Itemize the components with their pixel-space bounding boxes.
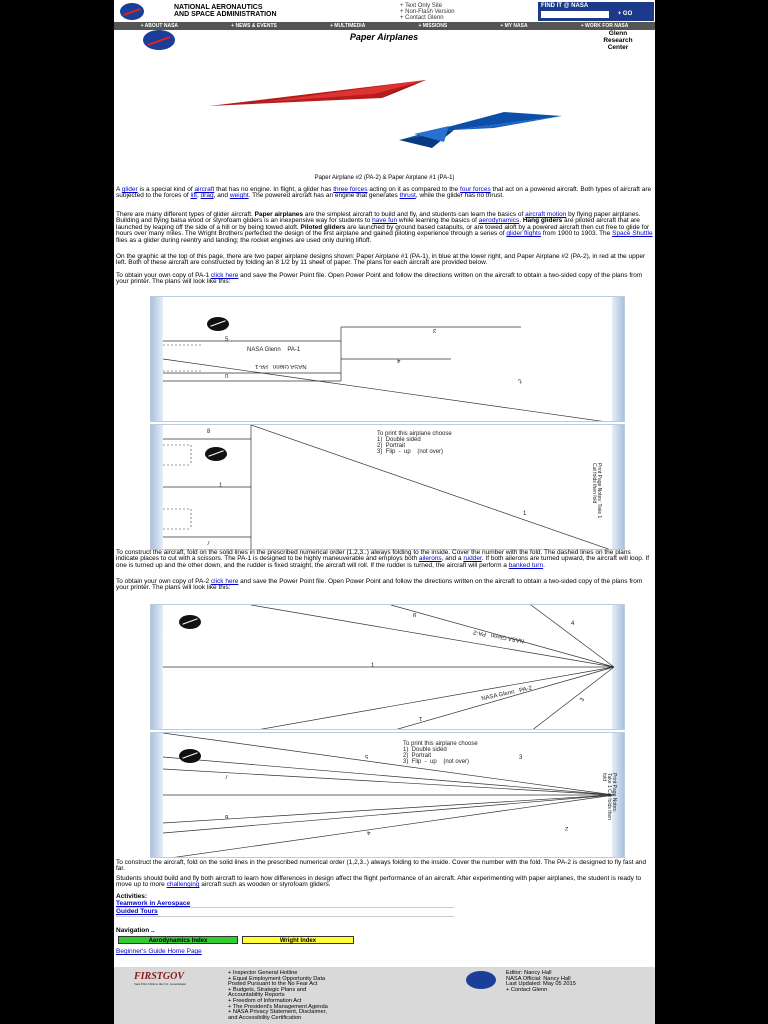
eeo-data-link-cont[interactable]: Posted Pursuant to the No Fear Act: [228, 981, 318, 988]
planes-caption: Paper Airplane #2 (PA-2) & Paper Airplane #1 (PA-1): [314, 175, 455, 181]
navigation-label: Navigation ..: [116, 927, 155, 934]
print-instructions: To print this airplane choose 1) Double sided 2) Portrait 3) Flip - up (not over): [377, 431, 452, 455]
pa1-construct-paragraph: [116, 550, 654, 569]
agency-line-1: NATIONAL AERONAUTICS: [174, 4, 263, 11]
center-name-1: Glenn: [608, 30, 628, 37]
text: are launched by ground based catapults, or are towed aloft by a powered aircraft then cut free to glide for hours over many miles. The Wright Brothers perfected the design of the first airplane and gained piloting experience through a series of: [116, 223, 650, 238]
search-input[interactable]: [541, 11, 609, 18]
contact-glenn-footer-link[interactable]: + Contact Glenn: [506, 986, 548, 993]
wright-index-button[interactable]: Wright Index: [242, 936, 354, 944]
text: are the simplest aircraft to build and fly, and students can learn the basics of: [303, 211, 526, 218]
fold-number: 2: [517, 378, 524, 386]
eeo-data-link[interactable]: + Equal Employment Opportunity Data: [228, 975, 326, 982]
glider-link[interactable]: glider: [121, 186, 138, 193]
four-forces-link[interactable]: four forces: [460, 186, 491, 193]
pa1-click-here-link[interactable]: click here: [210, 272, 239, 279]
text: while learning the basics of: [397, 217, 479, 225]
text: aircraft such as wooden or styrofoam gliders.: [199, 881, 331, 889]
weight-link[interactable]: weight: [229, 192, 249, 200]
nasa-logo-icon: [179, 615, 201, 629]
nasa-logo-icon: [207, 317, 229, 331]
text: Students should build and fly both aircraft to learn how differences in design affect the flight performance of an aircraft. After experimenting with paper airplanes, the student is ready to move up to more: [116, 875, 642, 889]
firstgov-text: FIRSTGOV: [134, 971, 185, 982]
aircraft-link[interactable]: aircraft: [194, 186, 215, 193]
intro-paragraph: [116, 187, 654, 200]
foia-link[interactable]: + Freedom of Information Act: [228, 997, 302, 1004]
aerodynamics-link[interactable]: aerodynamics: [478, 217, 520, 225]
budgets-link-cont[interactable]: Accountability Reports: [228, 992, 285, 999]
agency-line-2: AND SPACE ADMINISTRATION: [174, 11, 277, 18]
text: that has no engine. In flight, a glider has: [214, 186, 334, 193]
find-it-label: FIND IT @ NASA: [541, 3, 589, 9]
page: [114, 0, 655, 1024]
fold-number: 1: [523, 511, 527, 517]
text: acting on it as compared to the: [367, 186, 461, 193]
fold-number: 2: [565, 825, 569, 831]
fold-number: 1: [419, 715, 423, 721]
print-side-note: Print Page Notes: Take 1 Cut folds then fold: [601, 773, 617, 820]
fold-number: 4: [571, 621, 575, 627]
bold-text: Paper airplanes: [254, 211, 304, 218]
text: is a special kind of: [137, 186, 195, 193]
fold-number: 9: [413, 611, 417, 617]
ailerons-link[interactable]: ailerons: [418, 555, 442, 563]
fold-number: 0: [225, 372, 229, 378]
bold-text: Hang gliders: [522, 217, 563, 225]
graphic-description-paragraph: On the graphic at the top of this page, there are two paper airplane designs shown: Paper Airplane #1 (PA-1), in blue at the lower right, and Paper Airplane #2 (PA-2), in red at the upper left. Both of these aircraft are constructed by folding an 8 1/2 by 11 sheet of paper. The plans for each aircraft are provided below.: [116, 253, 646, 267]
text: A: [116, 186, 122, 193]
bold-text: Piloted gliders: [300, 223, 346, 231]
text: and save the Power Point file. Open Power Point and follow the directions written on the aircraft to obtain a two-sided copy of the plans from your printer. The plans will look like this:: [116, 578, 643, 592]
fold-number: 1: [219, 483, 223, 489]
pa2-front-lines: [151, 605, 625, 730]
center-name: [584, 30, 652, 51]
nasa-logo-icon: [179, 749, 201, 763]
pa2-click-here-link[interactable]: click here: [210, 578, 239, 585]
center-name-3: Center: [607, 44, 629, 51]
thrust-link[interactable]: thrust: [399, 192, 416, 200]
space-shuttle-link[interactable]: Space Shuttle: [612, 230, 653, 238]
text: ,: [196, 192, 201, 200]
nav-work-for-nasa[interactable]: + WORK FOR NASA: [580, 23, 629, 29]
text: . The powered aircraft has an engine that generates: [248, 192, 400, 200]
ig-hotline-link[interactable]: + Inspector General Hotline: [228, 970, 298, 976]
rudder-link[interactable]: rudder: [463, 555, 482, 563]
fold-number: 8: [207, 429, 211, 435]
last-updated: Last Updated: May 05 2015: [506, 981, 576, 988]
activities-label: Activities:: [116, 893, 148, 900]
have-fun-link[interactable]: have fun: [372, 217, 398, 225]
text: To construct the aircraft, fold on the solid lines in the prescribed numerical order (1,2,3..) always folding to the inside. Cover the number with the fold. The dashed lines on the plans indicate places to cut with a scissors. The PA-1 is designed to be highly maneuverable and employs both: [116, 549, 631, 563]
go-button[interactable]: + GO: [617, 11, 633, 17]
nav-my-nasa[interactable]: + MY NASA: [500, 23, 528, 29]
text: , and a: [441, 555, 464, 563]
pa2-construct-paragraph: To construct the aircraft, fold on the solid lines in the prescribed numerical order (1,2,3..) always folding to the inside. Cover the number with the fold. The PA-2 is designed to fly fast and far.: [116, 859, 647, 873]
pa2-tag-lower: NASA Glenn PA-2: [480, 685, 533, 703]
quick-links: [400, 3, 455, 21]
non-flash-link[interactable]: + Non-Flash Version: [400, 9, 455, 15]
nav-about-nasa[interactable]: + ABOUT NASA: [140, 23, 179, 29]
privacy-statement-link-cont[interactable]: and Accessibility Certification: [228, 1014, 302, 1021]
pa1-tag: NASA Glenn PA-1: [247, 347, 301, 353]
privacy-statement-link[interactable]: + NASA Privacy Statement, Disclaimer,: [228, 1009, 327, 1016]
text: from 1900 to 1903. The: [541, 230, 613, 238]
pa1-plan-front: [150, 296, 625, 422]
find-it-panel: [538, 2, 654, 21]
glider-types-paragraph: [116, 212, 654, 244]
lift-link[interactable]: lift: [190, 192, 197, 200]
nasa-meatball-icon[interactable]: [143, 30, 175, 50]
nav-multimedia[interactable]: + MULTIMEDIA: [329, 23, 366, 29]
footer-credits: [506, 971, 576, 993]
budgets-link[interactable]: + Budgets, Strategic Plans and: [228, 986, 307, 993]
pa2-tag: NASA Glenn PA-2: [472, 628, 525, 644]
nasa-header: [114, 0, 655, 22]
pa1-download-paragraph: [116, 273, 654, 286]
sub-header: [114, 30, 655, 52]
pa1-plan-back: [150, 424, 625, 550]
nasa-logo-icon[interactable]: [120, 3, 144, 20]
beginners-guide-home-link[interactable]: Beginner's Guide Home Page: [116, 948, 202, 955]
text: To obtain your own copy of PA-1: [116, 272, 211, 279]
aerodynamics-index-button[interactable]: Aerodynamics Index: [118, 936, 238, 944]
pa2-back-lines: [151, 733, 625, 858]
fold-number: 3: [519, 755, 523, 761]
fold-number: 5: [365, 753, 369, 759]
nav-missions[interactable]: + MISSIONS: [418, 23, 448, 29]
students-paragraph: [116, 876, 654, 889]
pa2-download-paragraph: [116, 579, 654, 592]
text: .: [519, 217, 523, 225]
teamwork-link[interactable]: Teamwork in Aerospace: [116, 900, 191, 907]
fold-number: 3: [579, 697, 587, 703]
text: , and: [213, 192, 230, 200]
fold-number: 4: [397, 357, 401, 363]
text: .: [543, 561, 545, 569]
footer: [114, 967, 655, 1024]
firstgov-subtext: Your First Click to the U.S. Government: [134, 982, 186, 986]
nasa-official: NASA Official: Nancy Hall: [506, 975, 571, 982]
nav-news-events[interactable]: + NEWS & EVENTS: [231, 23, 277, 29]
text-only-link[interactable]: + Text Only Site: [400, 3, 443, 9]
divider: [116, 907, 454, 908]
pa2-plan-back: [150, 732, 625, 858]
pa2-red-airplane: [209, 80, 426, 106]
three-forces-link[interactable]: three forces: [333, 186, 368, 193]
contact-glenn-link[interactable]: + Contact Glenn: [400, 15, 444, 21]
divider: [116, 916, 454, 917]
challenging-link[interactable]: challenging: [166, 881, 200, 889]
pa1-blue-airplane: [399, 112, 562, 148]
fold-number: 3: [433, 327, 437, 333]
print-side-note: Print Page Notes: Take 1 Cut folds then fold: [591, 463, 602, 519]
nasa-logo-icon[interactable]: [466, 971, 496, 989]
center-name-2: Research: [603, 37, 633, 44]
fold-number: 1: [371, 663, 375, 669]
nasa-logo-icon: [205, 447, 227, 461]
footer-links: [228, 971, 328, 1021]
fold-number: 7: [225, 773, 229, 779]
text: There are many different types of glider aircraft.: [116, 211, 255, 218]
text: by flying paper airplanes. Building and flying balsa wood or styrofoam gliders is an inexpensive way for students to: [116, 211, 641, 225]
text: , while the glider has no thrust.: [415, 192, 504, 200]
print-instructions: To print this airplane choose 1) Double sided 2) Portrait 3) Flip - up (not over): [403, 741, 478, 765]
management-agenda-link[interactable]: + The President's Management Agenda: [228, 1003, 328, 1010]
text: and save the Power Point file. Open Power Point and follow the directions written on the aircraft to obtain a two-sided copy of the plans from your printer. The plans will look like this:: [116, 272, 643, 286]
fold-number: 6: [225, 813, 229, 819]
agency-name: [174, 4, 277, 18]
drag-link[interactable]: drag: [200, 192, 214, 200]
pa1-tag-inverted: NASA Glenn PA-1: [255, 363, 307, 369]
fold-number: 4: [367, 829, 371, 835]
fold-number: 5: [225, 337, 229, 343]
fold-number: 7: [207, 539, 211, 545]
text: that act on a powered aircraft. Both types of aircraft are subjected to the forces of: [116, 186, 652, 200]
text: are piloted aircraft that are launched by leaping off the side of a hill or by being towed aloft.: [116, 217, 640, 231]
page-title: Paper Airplanes: [349, 32, 419, 42]
aircraft-motion-link[interactable]: aircraft motion: [525, 211, 567, 218]
text: To obtain your own copy of PA-2: [116, 578, 211, 585]
main-nav: [114, 22, 655, 30]
pa1-front-lines: [151, 297, 625, 422]
glider-flights-link[interactable]: glider flights: [506, 230, 542, 238]
pa2-plan-front: [150, 604, 625, 730]
guided-tours-link[interactable]: Guided Tours: [116, 908, 158, 915]
firstgov-logo[interactable]: [134, 971, 224, 986]
text: . If both ailerons are turned upward, the aircraft will loop. If one is turned up and the other down, and the rudder is fixed straight, the aircraft will roll. If the rudder is turned, the aircraft will perform a: [116, 555, 650, 569]
editor: Editor: Nancy Hall: [506, 970, 552, 976]
banked-turn-link[interactable]: banked turn: [508, 561, 544, 569]
paper-airplanes-graphic: [114, 72, 655, 172]
text: flies as a glider during reentry and landing; the rocket engines are used only during liftoff.: [116, 236, 372, 244]
